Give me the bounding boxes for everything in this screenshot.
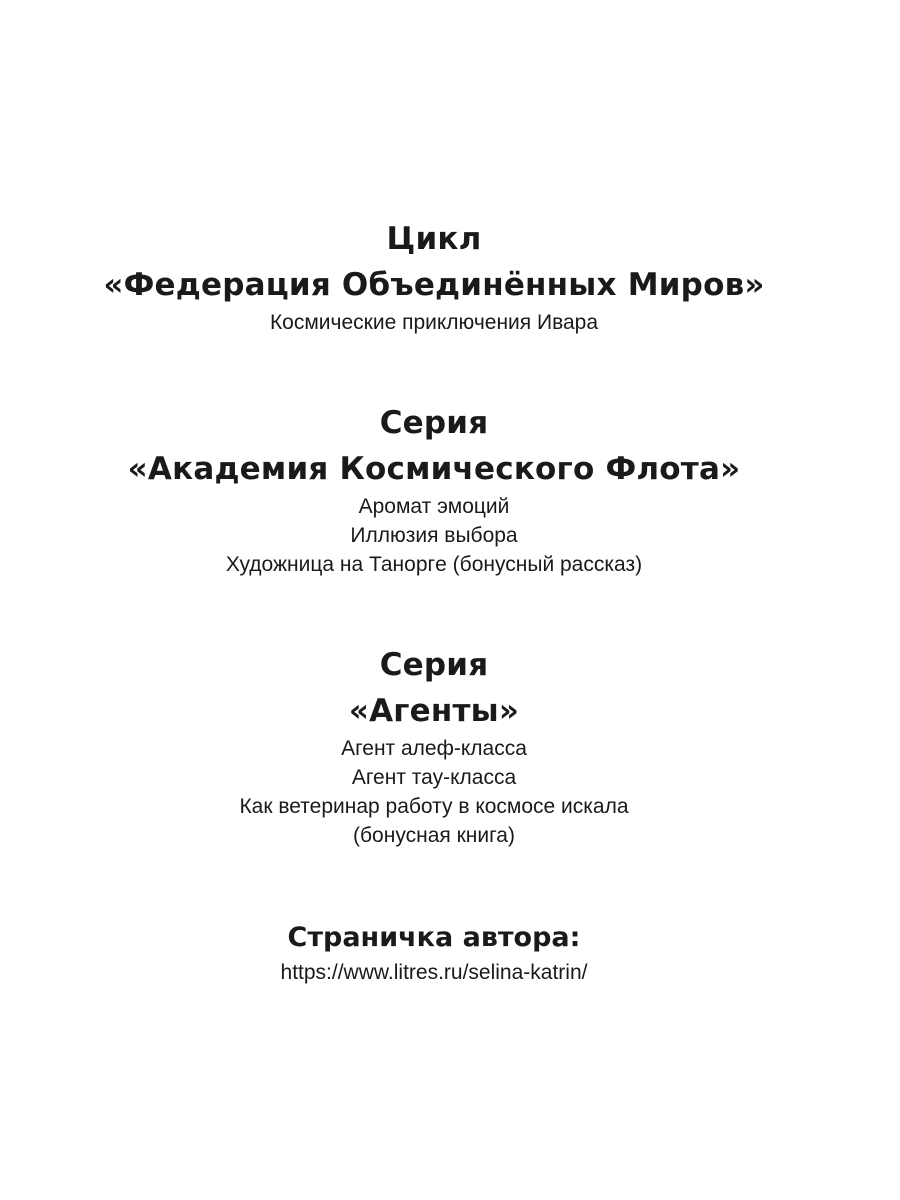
cycle-label: Цикл	[386, 221, 482, 257]
series-title: «Агенты»	[348, 693, 520, 729]
agents-series-section	[0, 642, 868, 850]
series-book: Аромат эмоций	[358, 495, 510, 518]
series-book: Иллюзия выбора	[350, 524, 518, 547]
series-label: Серия	[379, 405, 489, 441]
author-page-url[interactable]: https://www.litres.ru/selina-katrin/	[280, 961, 588, 984]
cycle-book: Космические приключения Ивара	[269, 311, 599, 334]
academy-series-section	[0, 400, 868, 579]
author-page-heading: Страничка автора:	[287, 922, 581, 953]
cycle-section	[0, 216, 868, 337]
series-book: (бонусная книга)	[353, 824, 515, 847]
series-title: «Академия Космического Флота»	[127, 451, 741, 487]
series-book: Художница на Таноргe (бонусный рассказ)	[225, 553, 643, 576]
author-section	[0, 918, 868, 988]
cycle-title: «Федерация Объединённых Миров»	[103, 267, 765, 303]
series-label: Серия	[379, 647, 489, 683]
series-book: Агент тау-класса	[351, 766, 517, 789]
series-book: Агент алеф-класса	[341, 737, 527, 760]
series-book: Как ветеринар работу в космосе искала	[239, 795, 629, 818]
